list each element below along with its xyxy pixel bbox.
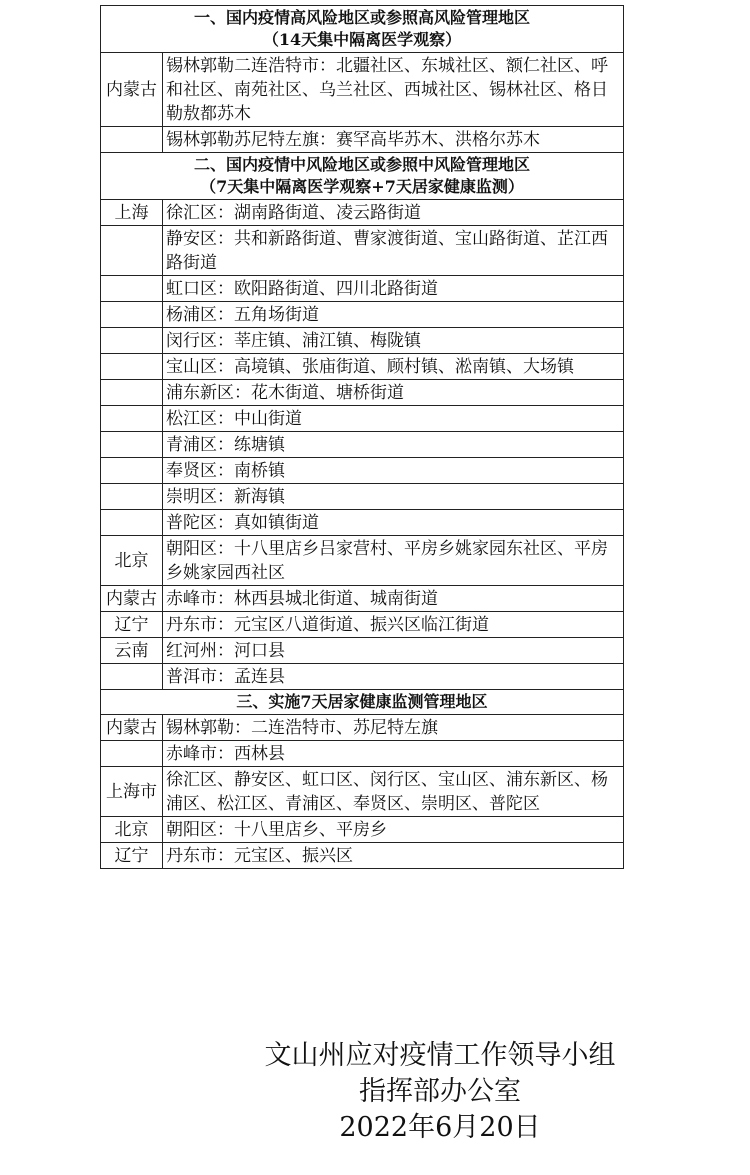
table-row [101, 302, 624, 328]
table-row [101, 53, 624, 127]
section-home-title: 三、实施7天居家健康监测管理地区 [236, 692, 488, 711]
region-cell: 辽宁 [101, 612, 163, 638]
table-row [101, 612, 624, 638]
table-row [101, 715, 624, 741]
table-row [101, 586, 624, 612]
region-cell [101, 380, 163, 406]
section-header-row [101, 153, 624, 200]
table-row [101, 843, 624, 869]
table-row [101, 328, 624, 354]
region-cell: 内蒙古 [101, 715, 163, 741]
area-cell: 普陀区：真如镇街道 [163, 510, 624, 536]
table-row [101, 741, 624, 767]
table-row [101, 458, 624, 484]
region-cell [101, 458, 163, 484]
section-header-row [101, 690, 624, 715]
region-cell: 辽宁 [101, 843, 163, 869]
area-cell: 奉贤区：南桥镇 [163, 458, 624, 484]
region-cell [101, 664, 163, 690]
signature-org-line2: 指挥部办公室 [359, 1076, 521, 1107]
section-header-row [101, 6, 624, 53]
region-cell [101, 484, 163, 510]
section-medium-header [101, 153, 624, 200]
table-row [101, 432, 624, 458]
region-cell: 内蒙古 [101, 53, 163, 127]
table-row [101, 767, 624, 817]
table-row [101, 664, 624, 690]
area-cell: 徐汇区：湖南路街道、凌云路街道 [163, 200, 624, 226]
region-cell: 北京 [101, 817, 163, 843]
region-cell [101, 741, 163, 767]
area-cell: 丹东市：元宝区、振兴区 [163, 843, 624, 869]
area-cell: 浦东新区：花木街道、塘桥街道 [163, 380, 624, 406]
signature-org-line1: 文山州应对疫情工作领导小组 [264, 1040, 616, 1071]
region-cell [101, 354, 163, 380]
table-row [101, 127, 624, 153]
section-home-header [101, 690, 624, 715]
area-cell: 青浦区：练塘镇 [163, 432, 624, 458]
table-row [101, 276, 624, 302]
table-row [101, 200, 624, 226]
section-medium-title: 二、国内疫情中风险地区或参照中风险管理地区 [193, 155, 530, 174]
area-cell: 徐汇区、静安区、虹口区、闵行区、宝山区、浦东新区、杨浦区、松江区、青浦区、奉贤区、崇明区、普陀区 [163, 767, 624, 817]
area-cell: 虹口区：欧阳路街道、四川北路街道 [163, 276, 624, 302]
region-cell [101, 432, 163, 458]
region-cell [101, 406, 163, 432]
region-cell [101, 127, 163, 153]
table-row [101, 380, 624, 406]
region-cell: 上海 [101, 200, 163, 226]
region-cell [101, 302, 163, 328]
area-cell: 红河州：河口县 [163, 638, 624, 664]
table-row [101, 406, 624, 432]
area-cell: 松江区：中山街道 [163, 406, 624, 432]
table-row [101, 817, 624, 843]
section-high-title: 一、国内疫情高风险地区或参照高风险管理地区 [193, 8, 530, 27]
region-cell [101, 328, 163, 354]
area-cell: 赤峰市：西林县 [163, 741, 624, 767]
region-cell: 云南 [101, 638, 163, 664]
area-cell: 闵行区：莘庄镇、浦江镇、梅陇镇 [163, 328, 624, 354]
section-medium-subtitle: （7天集中隔离医学观察+7天居家健康监测） [200, 177, 524, 196]
area-cell: 崇明区：新海镇 [163, 484, 624, 510]
area-cell: 杨浦区：五角场街道 [163, 302, 624, 328]
area-cell: 宝山区：高境镇、张庙街道、顾村镇、淞南镇、大场镇 [163, 354, 624, 380]
region-cell: 内蒙古 [101, 586, 163, 612]
section-high-subtitle: （14天集中隔离医学观察） [262, 30, 462, 49]
area-cell: 锡林郭勒苏尼特左旗：赛罕高毕苏木、洪格尔苏木 [163, 127, 624, 153]
region-cell: 北京 [101, 536, 163, 586]
table-row [101, 354, 624, 380]
region-cell [101, 276, 163, 302]
table-row [101, 536, 624, 586]
table-row [101, 638, 624, 664]
area-cell: 丹东市：元宝区八道街道、振兴区临江街道 [163, 612, 624, 638]
area-cell: 朝阳区：十八里店乡吕家营村、平房乡姚家园东社区、平房乡姚家园西社区 [163, 536, 624, 586]
area-cell: 赤峰市：林西县城北街道、城南街道 [163, 586, 624, 612]
region-cell: 上海市 [101, 767, 163, 817]
section-high-header [101, 6, 624, 53]
region-cell [101, 226, 163, 276]
area-cell: 锡林郭勒二连浩特市：北疆社区、东城社区、额仁社区、呼和社区、南苑社区、乌兰社区、西城社区、锡林社区、格日勒敖都苏木 [163, 53, 624, 127]
area-cell: 朝阳区：十八里店乡、平房乡 [163, 817, 624, 843]
area-cell: 锡林郭勒：二连浩特市、苏尼特左旗 [163, 715, 624, 741]
table-row [101, 510, 624, 536]
signature-date: 2022年6月20日 [339, 1112, 541, 1143]
area-cell: 普洱市：孟连县 [163, 664, 624, 690]
table-row [101, 226, 624, 276]
risk-area-table [100, 5, 624, 869]
area-cell: 静安区：共和新路街道、曹家渡街道、宝山路街道、芷江西路街道 [163, 226, 624, 276]
region-cell [101, 510, 163, 536]
table-row [101, 484, 624, 510]
